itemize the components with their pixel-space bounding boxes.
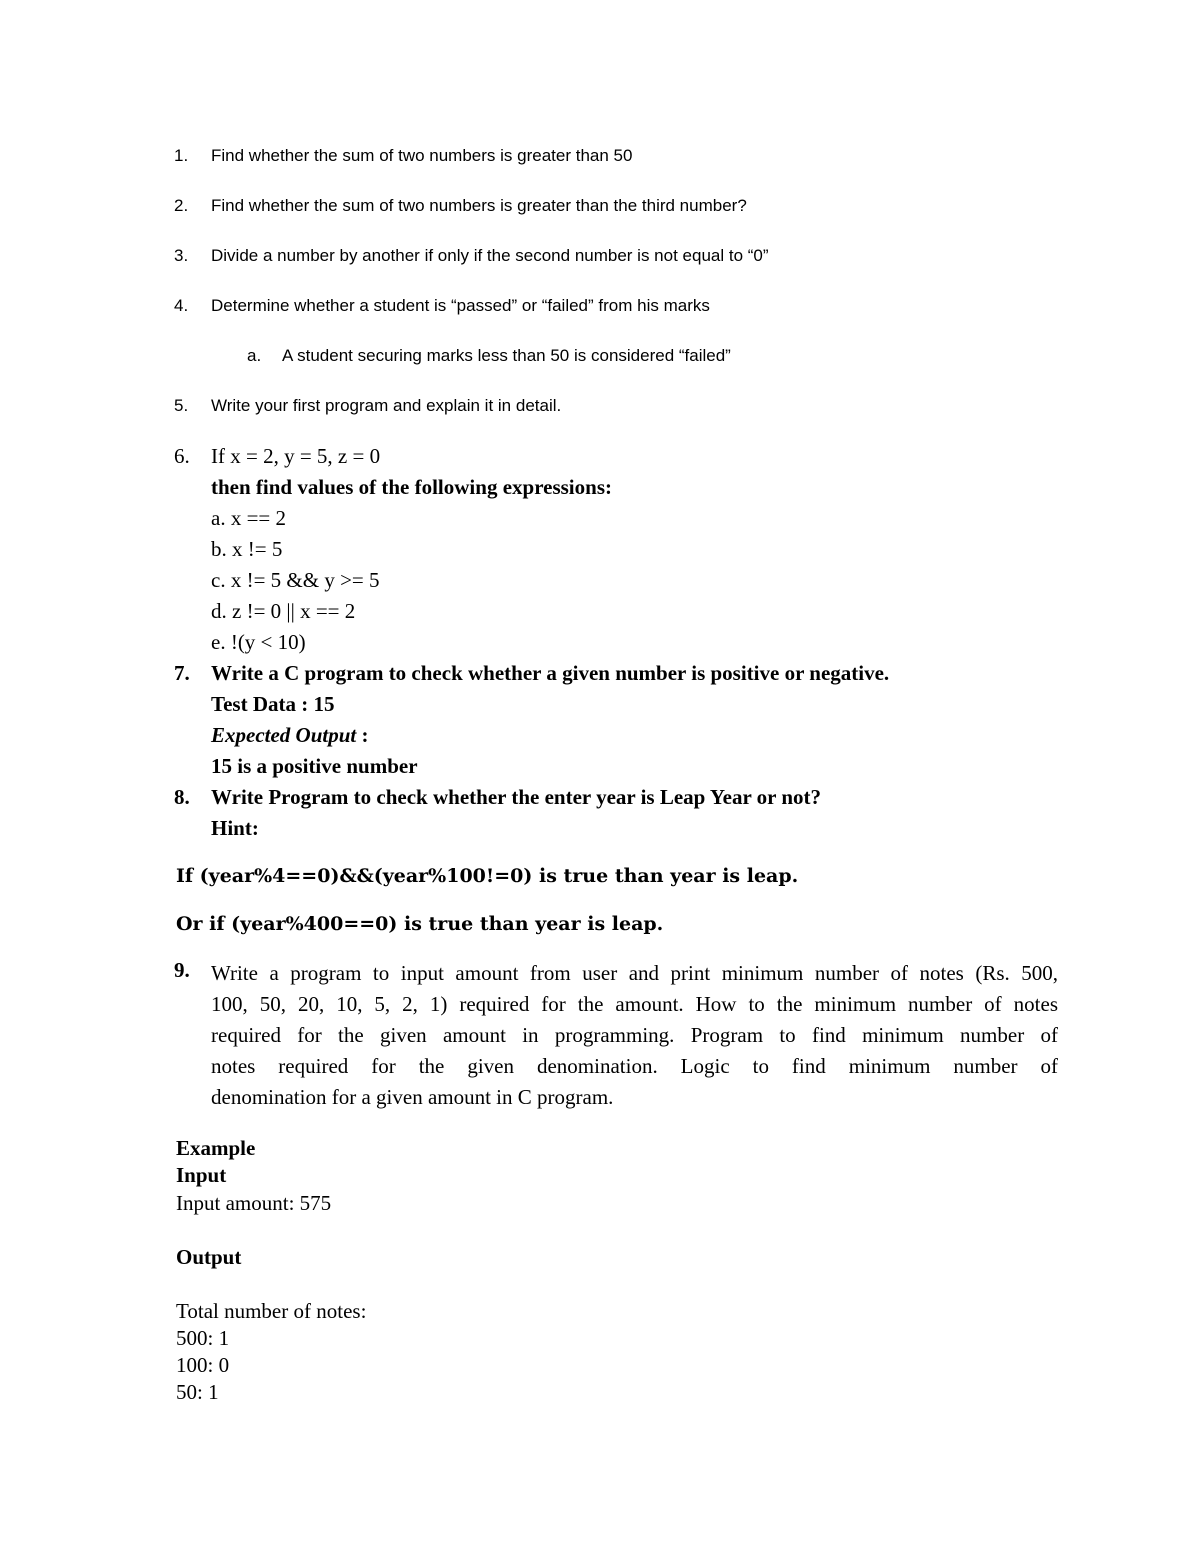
question-text: Write a C program to check whether a given number is positive or negative. bbox=[211, 661, 890, 685]
sub-item-letter: a. bbox=[247, 346, 262, 365]
question-number: 9. bbox=[174, 958, 190, 982]
output-line: 100: 0 bbox=[176, 1353, 230, 1377]
paragraph-line: Write a program to input amount from user and print minimum number of notes (Rs. 500, bbox=[211, 961, 1058, 985]
question-number: 1. bbox=[174, 146, 189, 165]
question-number: 5. bbox=[174, 396, 189, 415]
hint-line-2: Or if (year%400==0) is true than year is leap. bbox=[176, 913, 664, 935]
question-text: Find whether the sum of two numbers is greater than 50 bbox=[211, 146, 633, 165]
paragraph-line: notes required for the given denomination. Logic to find minimum number of bbox=[211, 1054, 1058, 1078]
question-number: 4. bbox=[174, 296, 189, 315]
paragraph-line: denomination for a given amount in C program. bbox=[211, 1085, 614, 1109]
expected-output-value: 15 is a positive number bbox=[211, 754, 418, 778]
output-line: 50: 1 bbox=[176, 1380, 219, 1404]
question-text: If x = 2, y = 5, z = 0 bbox=[211, 444, 381, 468]
question-text: Find whether the sum of two numbers is greater than the third number? bbox=[211, 196, 747, 215]
sub-item-text: A student securing marks less than 50 is considered “failed” bbox=[282, 346, 731, 365]
paragraph-line: required for the given amount in programming. Program to find minimum number of bbox=[211, 1023, 1058, 1047]
input-heading: Input bbox=[176, 1163, 227, 1187]
output-heading: Output bbox=[176, 1245, 242, 1269]
question-text: Divide a number by another if only if the second number is not equal to “0” bbox=[211, 246, 769, 265]
question-text: Write Program to check whether the enter year is Leap Year or not? bbox=[211, 785, 822, 809]
input-line: Input amount: 575 bbox=[176, 1191, 332, 1215]
output-line: Total number of notes: bbox=[176, 1299, 367, 1323]
hint-label: Hint: bbox=[211, 816, 259, 840]
hint-line-1: If (year%4==0)&&(year%100!=0) is true than year is leap. bbox=[176, 865, 799, 887]
paragraph-line: 100, 50, 20, 10, 5, 2, 1) required for the amount. How to the minimum number of notes bbox=[211, 992, 1058, 1016]
question-9-text bbox=[211, 958, 1058, 1113]
expression-item: d. z != 0 || x == 2 bbox=[211, 599, 356, 623]
question-number: 6. bbox=[174, 444, 190, 468]
expected-output-label bbox=[211, 723, 369, 748]
question-number: 2. bbox=[174, 196, 189, 215]
test-data: Test Data : 15 bbox=[211, 692, 335, 716]
question-number: 3. bbox=[174, 246, 189, 265]
expression-item: a. x == 2 bbox=[211, 506, 287, 530]
question-text: Write your first program and explain it in detail. bbox=[211, 396, 562, 415]
output-line: 500: 1 bbox=[176, 1326, 230, 1350]
question-text: Determine whether a student is “passed” or “failed” from his marks bbox=[211, 296, 710, 315]
question-6-instruction: then find values of the following expressions: bbox=[211, 475, 612, 499]
question-number: 8. bbox=[174, 785, 190, 809]
expression-item: b. x != 5 bbox=[211, 537, 283, 561]
expected-output-text: Expected Output bbox=[211, 723, 357, 747]
question-number: 7. bbox=[174, 661, 190, 685]
example-heading: Example bbox=[176, 1136, 256, 1160]
expression-item: c. x != 5 && y >= 5 bbox=[211, 568, 380, 592]
expected-output-colon: : bbox=[356, 723, 369, 747]
expression-item: e. !(y < 10) bbox=[211, 630, 306, 654]
